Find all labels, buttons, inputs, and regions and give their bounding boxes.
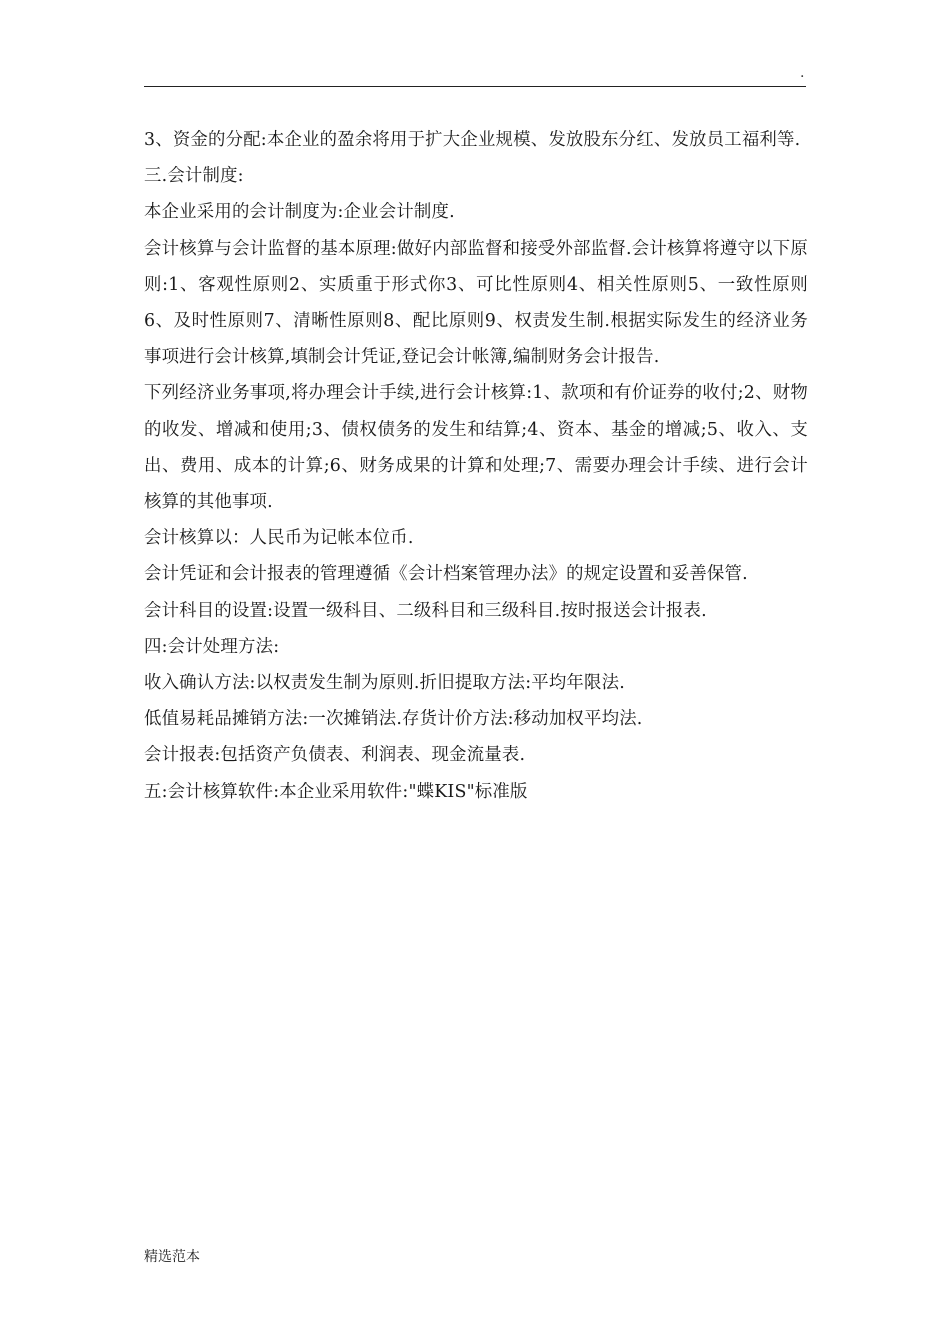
paragraph-account-setup: 会计科目的设置:设置一级科目、二级科目和三级科目.按时报送会计报表. bbox=[144, 600, 707, 621]
section-heading-processing-methods: 四:会计处理方法: bbox=[144, 636, 280, 657]
paragraph-accounting-software: 五:会计核算软件:本企业采用软件:"蝶KIS"标准版 bbox=[144, 781, 528, 802]
paragraph-amortization-inventory: 低值易耗品摊销方法:一次摊销法.存货计价方法:移动加权平均法. bbox=[144, 709, 643, 730]
document-body bbox=[144, 122, 808, 810]
paragraph-financial-statements: 会计报表:包括资产负债表、利润表、现金流量表. bbox=[144, 745, 526, 766]
paragraph-archive-management: 会计凭证和会计报表的管理遵循《会计档案管理办法》的规定设置和妥善保管. bbox=[144, 564, 748, 585]
section-heading-accounting-system: 三.会计制度: bbox=[144, 166, 244, 187]
paragraph-accounting-principles: 会计核算与会计监督的基本原理:做好内部监督和接受外部监督.会计核算将遵守以下原则:1、客观性原则2、实质重于形式你3、可比性原则4、相关性原则5、一致性原则6、及时性原则7、清晰性原则8、配比原则9、权责发生制.根据实际发生的经济业务事项进行会计核算,填制会计凭证,登记会计帐簿,编制财务会计报告. bbox=[144, 238, 808, 368]
header-mark: . bbox=[800, 65, 805, 81]
header-rule bbox=[144, 86, 806, 87]
paragraph-fund-allocation: 3、资金的分配:本企业的盈余将用于扩大企业规模、发放股东分红、发放员工福利等. bbox=[144, 130, 801, 150]
paragraph-currency: 会计核算以：人民币为记帐本位币. bbox=[144, 528, 414, 549]
page-footer: 精选范本 bbox=[144, 1249, 200, 1265]
paragraph-business-items: 下列经济业务事项,将办理会计手续,进行会计核算:1、款项和有价证券的收付;2、财物的收发、增减和使用;3、债权债务的发生和结算;4、资本、基金的增减;5、收入、支出、费用、成本的计算;6、财务成果的计算和处理;7、需要办理会计手续、进行会计核算的其他事项. bbox=[144, 383, 808, 513]
paragraph-revenue-depreciation: 收入确认方法:以权责发生制为原则.折旧提取方法:平均年限法. bbox=[144, 673, 625, 694]
paragraph-accounting-system: 本企业采用的会计制度为:企业会计制度. bbox=[144, 202, 455, 223]
